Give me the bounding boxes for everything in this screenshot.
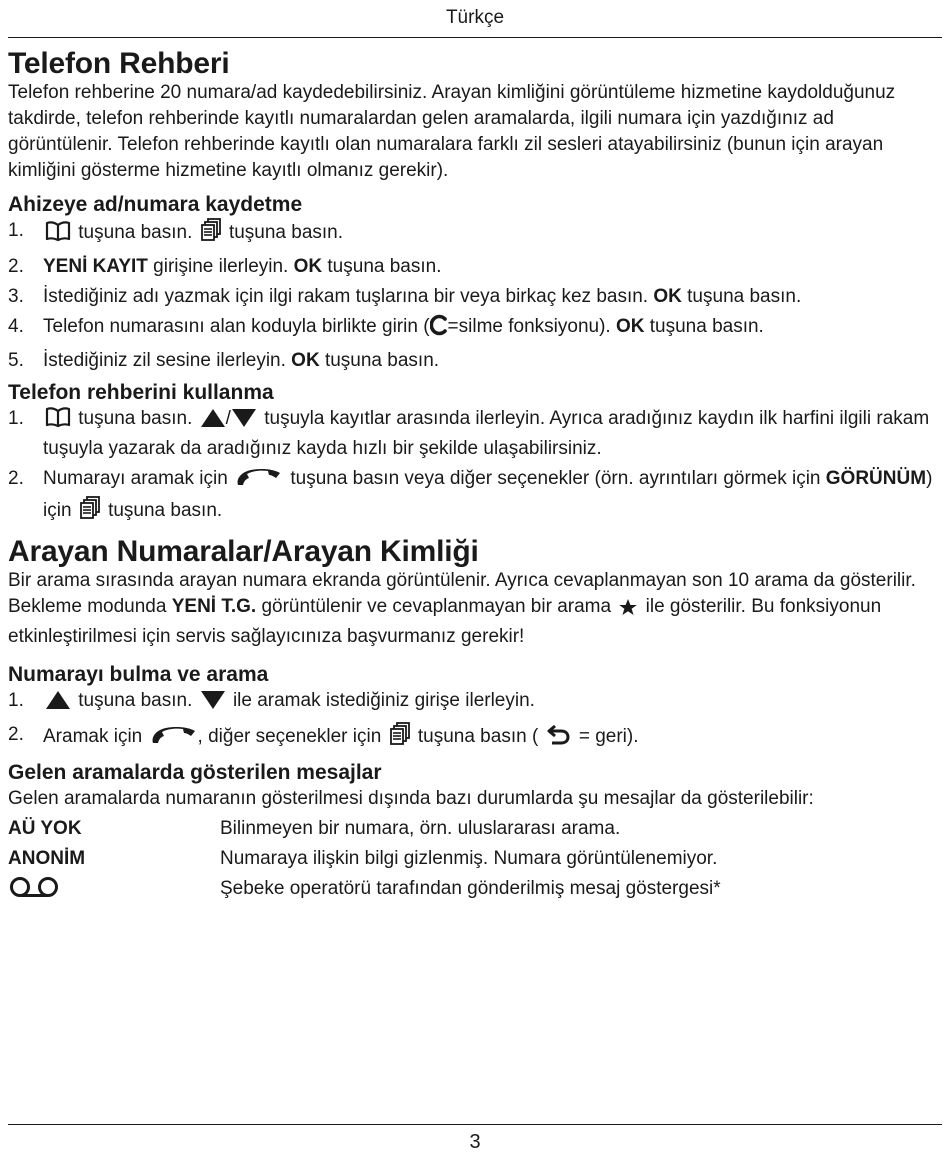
callerid-intro: Bir arama sırasında arayan numara ekranda görüntülenir. Ayrıca cevaplanmayan son 10 arama da gösterilir. Bekleme modunda YENİ T.G. görüntülenir ve cevaplanmayan bir arama ile gösterilir. Bu fonksiyonun etkinleştirilmesi için servis sağlayıcınıza başvurmanız gerekir! <box>8 570 916 647</box>
find-call-title: Numarayı bulma ve arama <box>8 663 269 686</box>
list-item: 2. Numarayı aramak için tuşuna basın veya diğer seçenekler (örn. ayrıntıları görmek için GÖRÜNÜM) için tuşuna basın. <box>8 466 942 528</box>
voicemail-icon <box>8 876 60 906</box>
menu-icon <box>200 218 222 250</box>
down-arrow-icon <box>231 408 257 436</box>
star-icon <box>618 598 638 624</box>
list-item: 2. YENİ KAYIT girişine ilerleyin. OK tuşuna basın. <box>8 256 442 277</box>
book-icon <box>45 220 71 250</box>
list-item: 3. İstediğiniz adı yazmak için ilgi rakam tuşlarına bir veya birkaç kez basın. OK tuşuna basın. <box>8 286 802 307</box>
phonebook-intro: Telefon rehberine 20 numara/ad kaydedebilirsiniz. Arayan kimliğini görüntüleme hizmetine kaydolduğunuz takdirde, telefon rehberinde kayıtlı numaralardan gelen aramalarda, ilgili numara için yazdığınız ad görüntülenir. Telefon rehberinde kayıtlı olan numaralara farklı zil sesleri atayabilirsiniz (bunun için arayan kimliğini gösterme hizmetine kayıtlı olmanız gerekir). <box>8 82 896 181</box>
page-number: 3 <box>469 1131 481 1153</box>
page-footer <box>8 1124 942 1154</box>
phonebook-title: Telefon Rehberi <box>8 47 230 80</box>
save-entry-title: Ahizeye ad/numara kaydetme <box>8 193 303 216</box>
message-row: ANONİM Numaraya ilişkin bilgi gizlenmiş. Numara görüntülenemiyor. <box>8 848 718 869</box>
list-item: 1. tuşuna basın. ile aramak istediğiniz girişe ilerleyin. <box>8 688 942 718</box>
book-icon <box>45 406 71 436</box>
down-arrow-icon <box>200 690 226 718</box>
phone-handset-icon <box>150 724 198 754</box>
use-phonebook-title: Telefon rehberini kullanma <box>8 381 274 404</box>
page <box>8 0 942 906</box>
list-item: 5. İstediğiniz zil sesine ilerleyin. OK tuşuna basın. <box>8 350 440 371</box>
list-item: 4. Telefon numarasını alan koduyla birlikte girin ( =silme fonksiyonu). OK tuşuna basın. <box>8 314 942 344</box>
list-item: 2. Aramak için , diğer seçenekler için tuşuna basın ( = geri). <box>8 722 942 754</box>
messages-intro: Gelen aramalarda numaranın gösterilmesi dışında bazı durumlarda şu mesajlar da gösterilebilir: <box>8 788 814 809</box>
up-arrow-icon <box>200 408 226 436</box>
phone-handset-icon <box>235 466 283 496</box>
clear-c-icon <box>430 314 448 344</box>
language-header: Türkçe <box>445 7 505 28</box>
menu-icon <box>79 496 101 528</box>
message-row: AÜ YOK Bilinmeyen bir numara, örn. uluslararası arama. <box>8 818 621 839</box>
message-row: Şebeke operatörü tarafından gönderilmiş mesaj göstergesi* <box>8 876 942 906</box>
messages-title: Gelen aramalarda gösterilen mesajlar <box>8 761 382 784</box>
up-arrow-icon <box>45 690 71 718</box>
header-rule <box>8 37 942 38</box>
menu-icon <box>389 722 411 754</box>
list-item: 1. tuşuna basın. tuşuna basın. <box>8 218 942 250</box>
list-item: 1. tuşuna basın. / tuşuyla kayıtlar arasında ilerleyin. Ayrıca aradığınız kaydın ilk harfini ilgili rakam tuşuyla yazarak da aradığınız kayda hızlı bir şekilde ulaşabilirsiniz. <box>8 408 930 459</box>
back-arrow-icon <box>546 722 572 754</box>
callerid-title: Arayan Numaralar/Arayan Kimliği <box>8 535 479 568</box>
